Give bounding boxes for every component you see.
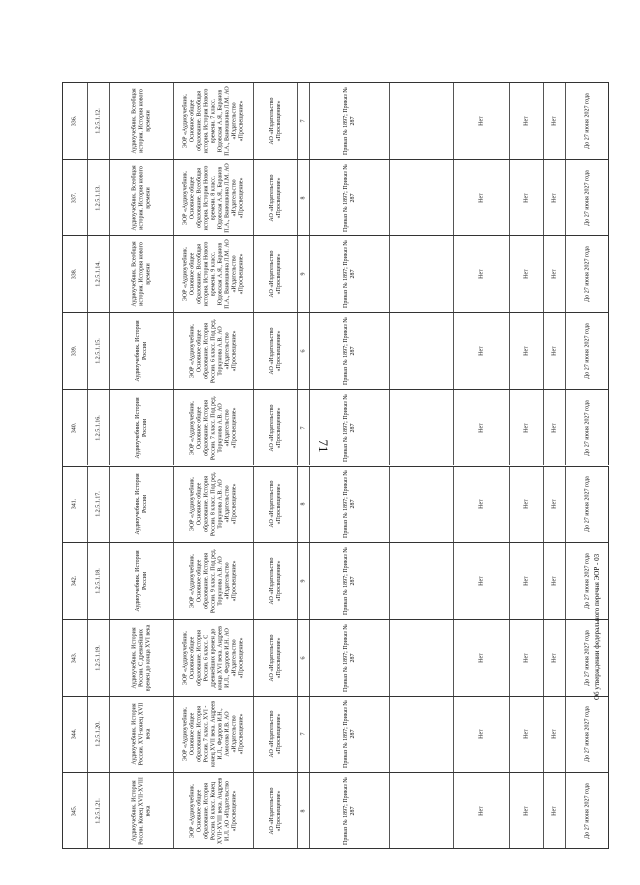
cell-text-num: 345. [71,805,78,816]
cell-text-title: Аудиоучебник. Всеобщая история. История нового времени [131,241,151,307]
cell-text-f2: Нет [523,116,529,126]
cell-title [109,313,173,389]
cell-text-order: Приказ № 1897; Приказ № 287 [342,776,356,845]
cell-publisher [253,160,297,236]
cell-text-title: Аудиоучебник. История России. Конец XVII-XVIII века [131,776,151,845]
cell-text-date: До 27 июня 2027 года [584,706,590,763]
cell-f1 [453,467,509,543]
cell-date [565,620,609,696]
cell-text-f3: Нет [551,192,557,203]
cell-f2 [509,83,543,159]
cell-text-order: Приказ № 1897; Приказ № 287 [342,547,356,615]
cell-extra [389,390,453,466]
cell-code [87,83,109,159]
cell-text-grade: 8 [300,809,306,813]
cell-text-date: До 27 июня 2027 года [584,93,590,149]
cell-code [87,467,109,543]
cell-text-date: До 27 июня 2027 года [584,553,590,609]
cell-text-f2: Нет [523,652,529,663]
cell-text-grade: 7 [300,426,306,430]
cell-text-grade: 7 [300,732,306,736]
cell-title [109,390,173,466]
cell-f3 [543,467,565,543]
cell-text-title: Аудиоучебник. История России [134,473,148,535]
cell-text-code: 1.2.5.1.13. [95,184,101,211]
cell-extra [389,83,453,159]
cell-text-code: 1.2.5.1.16. [95,414,101,441]
cell-desc [173,467,253,543]
cell-text-order: Приказ № 1897; Приказ № 287 [342,393,356,462]
cell-text-publisher: АО «Издательство «Просвещение» [268,173,282,222]
cell-num [63,467,87,543]
cell-order [309,543,389,619]
cell-f2 [509,543,543,619]
cell-order [309,620,389,696]
table-row [63,389,609,466]
cell-text-publisher: АО «Издательство «Просвещение» [268,97,282,145]
cell-text-order: Приказ № 1897; Приказ № 287 [342,700,356,769]
cell-text-title: Аудиоучебник. История России [134,397,148,459]
cell-f1 [453,160,509,236]
cell-grade [297,390,309,466]
cell-text-f2: Нет [523,805,529,816]
cell-publisher [253,390,297,466]
cell-text-f3: Нет [551,805,557,816]
cell-code [87,236,109,312]
cell-desc [173,543,253,619]
cell-extra [389,313,453,389]
cell-text-f3: Нет [551,729,557,740]
cell-code [87,697,109,773]
cell-date [565,390,609,466]
cell-text-order: Приказ № 1897; Приказ № 287 [342,623,356,692]
table-row [63,696,609,773]
cell-text-f2: Нет [523,422,529,433]
cell-extra [389,697,453,773]
cell-text-f1: Нет [478,576,484,586]
cell-text-num: 341. [71,499,78,510]
cell-grade [297,467,309,543]
cell-text-title: Аудиоучебник. Всеобщая история. История нового времени [131,164,151,231]
cell-text-date: До 27 июня 2027 года [584,782,590,839]
cell-title [109,467,173,543]
cell-text-date: До 27 июня 2027 года [584,169,590,226]
cell-text-order: Приказ № 1897; Приказ № 287 [342,86,356,155]
cell-extra [389,773,453,848]
cell-text-f1: Нет [478,499,484,510]
cell-order [309,390,389,466]
cell-desc [173,697,253,773]
cell-grade [297,236,309,312]
cell-f2 [509,773,543,848]
cell-text-f1: Нет [478,805,484,816]
cell-text-desc: ЭОР «Аудиоучебник. Основное общее образование. История России. 8 класс. Под ред. Торкунова А.В. АО «Издательство «Просвещение» [189,472,237,537]
cell-f3 [543,390,565,466]
cell-order [309,697,389,773]
cell-text-code: 1.2.5.1.15. [95,338,101,364]
cell-text-title: Аудиоучебник. История России [134,550,148,612]
cell-text-desc: ЭОР «Аудиоучебник. Основное общее образование. История России. 7 класс. XVI - конец XVII века. Андреев И.Л., Федоров И.Н., Амосова И.В. АО «Издательство «Просвещение» [182,701,244,768]
cell-f3 [543,313,565,389]
cell-text-f2: Нет [523,729,529,740]
cell-text-grade: 9 [300,272,306,276]
cell-text-grade: 7 [300,119,306,123]
cell-text-desc: ЭОР «Аудиоучебник. Основное общее образование. История России. 6 класс. Под ред. Торкунова А.В. АО «Издательство «Просвещение» [189,318,237,384]
cell-num [63,620,87,696]
cell-desc [173,83,253,159]
cell-text-code: 1.2.5.1.12. [95,108,101,134]
cell-publisher [253,236,297,312]
cell-order [309,160,389,236]
cell-extra [389,620,453,696]
cell-text-code: 1.2.5.1.17. [95,491,101,518]
cell-extra [389,467,453,543]
cell-num [63,390,87,466]
cell-text-f3: Нет [551,652,557,663]
cell-num [63,697,87,773]
cell-text-f3: Нет [551,576,557,586]
cell-date [565,160,609,236]
cell-date [565,236,609,312]
cell-date [565,313,609,389]
table-row [63,312,609,389]
cell-num [63,83,87,159]
cell-order [309,773,389,848]
cell-order [309,467,389,543]
cell-text-code: 1.2.5.1.14. [95,261,101,287]
cell-text-f1: Нет [478,346,484,356]
cell-text-code: 1.2.5.1.21. [95,797,101,824]
cell-date [565,467,609,543]
cell-text-code: 1.2.5.1.19. [95,644,101,671]
cell-desc [173,160,253,236]
cell-code [87,390,109,466]
cell-text-publisher: АО «Издательство «Просвещение» [268,557,282,605]
cell-f2 [509,390,543,466]
cell-date [565,543,609,619]
cell-text-title: Аудиоучебник. История России. С древнейших времен до конца XVI века [131,624,151,691]
cell-grade [297,313,309,389]
cell-f3 [543,620,565,696]
cell-grade [297,697,309,773]
cell-title [109,620,173,696]
cell-text-num: 342. [71,575,78,587]
cell-desc [173,313,253,389]
cell-f2 [509,467,543,543]
cell-text-desc: ЭОР «Аудиоучебник. Основное общее образование. Всеобщая история. История Нового времени. 8 класс. Юдовская А.Я., Баранов П.А., Ванюшкина Л.М. АО «Издательство «Просвещение» [182,162,244,233]
table-row [63,159,609,236]
table-row [63,619,609,696]
cell-text-desc: ЭОР «Аудиоучебник. Основное общее образование. История России. 8 класс. Конец XVII-XVIII века. Андреев И.Л. АО «Издательство «Просвещение» [189,777,237,844]
cell-text-num: 336. [71,115,78,127]
footer-text: Об утверждении федерального перечня ЭОР - 03 [593,553,601,700]
table-row [63,235,609,312]
cell-code [87,773,109,848]
cell-text-desc: ЭОР «Аудиоучебник. Основное общее образование. История России. 9 класс. Под ред. Торкунова А.В. АО «Издательство «Просвещение» [189,548,237,614]
cell-publisher [253,620,297,696]
cell-text-f2: Нет [523,346,529,356]
cell-title [109,160,173,236]
cell-text-date: До 27 июня 2027 года [584,399,590,456]
cell-f1 [453,697,509,773]
cell-code [87,313,109,389]
cell-f1 [453,313,509,389]
cell-text-grade: 8 [300,196,306,200]
cell-text-num: 339. [71,345,78,357]
table-row [63,82,609,159]
cell-date [565,83,609,159]
cell-grade [297,773,309,848]
cell-text-date: До 27 июня 2027 года [584,476,590,533]
cell-text-title: Аудиоучебник. История России [134,320,148,382]
cell-text-publisher: АО «Издательство «Просвещение» [268,480,282,528]
cell-text-f3: Нет [551,269,557,280]
cell-text-order: Приказ № 1897; Приказ № 287 [342,163,356,232]
cell-publisher [253,313,297,389]
cell-text-grade: 9 [300,579,306,583]
cell-f3 [543,236,565,312]
cell-text-f3: Нет [551,346,557,356]
cell-text-publisher: АО «Издательство «Просвещение» [268,787,282,835]
cell-text-code: 1.2.5.1.20. [95,721,101,748]
cell-f1 [453,390,509,466]
cell-extra [389,543,453,619]
cell-f1 [453,83,509,159]
cell-f3 [543,160,565,236]
cell-text-publisher: АО «Издательство «Просвещение» [268,327,282,375]
cell-text-order: Приказ № 1897; Приказ № 287 [342,470,356,539]
cell-num [63,773,87,848]
cell-text-num: 337. [71,192,78,203]
cell-text-num: 344. [71,729,78,740]
cell-text-publisher: АО «Издательство «Просвещение» [268,710,282,758]
table-row [63,772,609,849]
cell-text-desc: ЭОР «Аудиоучебник. Основное общее образование. История России. 6 класс. С древнейших времен до конца XVI века. Андреев И.Л., Федоров И.Н. АО «Издательство «Просвещение» [182,625,244,690]
cell-text-publisher: АО «Издательство «Просвещение» [268,250,282,298]
cell-order [309,236,389,312]
cell-text-f2: Нет [523,499,529,510]
cell-text-publisher: АО «Издательство «Просвещение» [268,634,282,682]
cell-grade [297,83,309,159]
cell-title [109,773,173,848]
cell-text-date: До 27 июня 2027 года [584,246,590,303]
cell-text-f1: Нет [478,116,484,126]
cell-f2 [509,160,543,236]
cell-text-order: Приказ № 1897; Приказ № 287 [342,240,356,309]
cell-date [565,697,609,773]
cell-text-f2: Нет [523,192,529,203]
cell-text-title: Аудиоучебник. История России. XVI-конец XVII века [131,703,151,766]
cell-date [565,773,609,848]
cell-f3 [543,83,565,159]
cell-publisher [253,83,297,159]
cell-grade [297,543,309,619]
cell-num [63,236,87,312]
cell-text-grade: 6 [300,656,306,660]
cell-f1 [453,620,509,696]
cell-grade [297,620,309,696]
cell-f1 [453,773,509,848]
cell-text-code: 1.2.5.1.18. [95,568,101,594]
cell-text-publisher: АО «Издательство «Просвещение» [268,404,282,452]
cell-order [309,83,389,159]
cell-text-num: 343. [71,652,78,663]
cell-text-f1: Нет [478,192,484,203]
cell-desc [173,773,253,848]
cell-desc [173,620,253,696]
cell-code [87,620,109,696]
document-table [62,82,609,849]
cell-num [63,160,87,236]
cell-title [109,236,173,312]
cell-desc [173,236,253,312]
cell-publisher [253,697,297,773]
cell-order [309,313,389,389]
cell-text-f1: Нет [478,729,484,740]
cell-code [87,160,109,236]
cell-text-num: 340. [71,422,78,433]
cell-grade [297,160,309,236]
table-row [63,542,609,619]
cell-text-desc: ЭОР «Аудиоучебник. Основное общее образование. Всеобщая история. История Нового времени. 9 класс. Юдовская А.Я., Баранов П.А., Ванюшкина Л.М. АО «Издательство «Просвещение» [182,239,244,309]
cell-text-f3: Нет [551,422,557,433]
cell-text-date: До 27 июня 2027 года [584,323,590,379]
cell-desc [173,390,253,466]
cell-publisher [253,467,297,543]
cell-text-f1: Нет [478,269,484,280]
cell-text-f2: Нет [523,269,529,280]
cell-f2 [509,236,543,312]
cell-title [109,697,173,773]
cell-text-date: До 27 июня 2027 года [584,629,590,686]
table-row [63,466,609,543]
cell-f2 [509,697,543,773]
cell-text-f1: Нет [478,652,484,663]
cell-f2 [509,620,543,696]
cell-title [109,543,173,619]
cell-text-desc: ЭОР «Аудиоучебник. Основное общее образование. Всеобщая история. История Нового времени. 7 класс. Юдовская А.Я., Баранов П.А., Ванюшкина Л.М. АО «Издательство «Просвещение» [182,86,244,156]
cell-publisher [253,773,297,848]
cell-f2 [509,313,543,389]
cell-text-f3: Нет [551,116,557,126]
cell-extra [389,160,453,236]
cell-f3 [543,697,565,773]
cell-text-order: Приказ № 1897; Приказ № 287 [342,316,356,385]
cell-f1 [453,236,509,312]
cell-text-title: Аудиоучебник. Всеобщая история. История нового времени [131,88,151,154]
cell-text-f3: Нет [551,499,557,510]
cell-num [63,543,87,619]
cell-f3 [543,543,565,619]
cell-title [109,83,173,159]
cell-text-num: 338. [71,268,78,280]
cell-num [63,313,87,389]
cell-text-f1: Нет [478,422,484,433]
cell-text-f2: Нет [523,576,529,586]
cell-f1 [453,543,509,619]
cell-extra [389,236,453,312]
cell-f3 [543,773,565,848]
page-number: 71 [316,439,331,453]
cell-text-grade: 8 [300,502,306,506]
cell-text-desc: ЭОР «Аудиоучебник. Основное общее образование. История России. 7 класс. Под ред. Торкунова А.В. АО «Издательство «Просвещение» [189,395,237,460]
cell-text-grade: 6 [300,349,306,353]
cell-publisher [253,543,297,619]
cell-code [87,543,109,619]
